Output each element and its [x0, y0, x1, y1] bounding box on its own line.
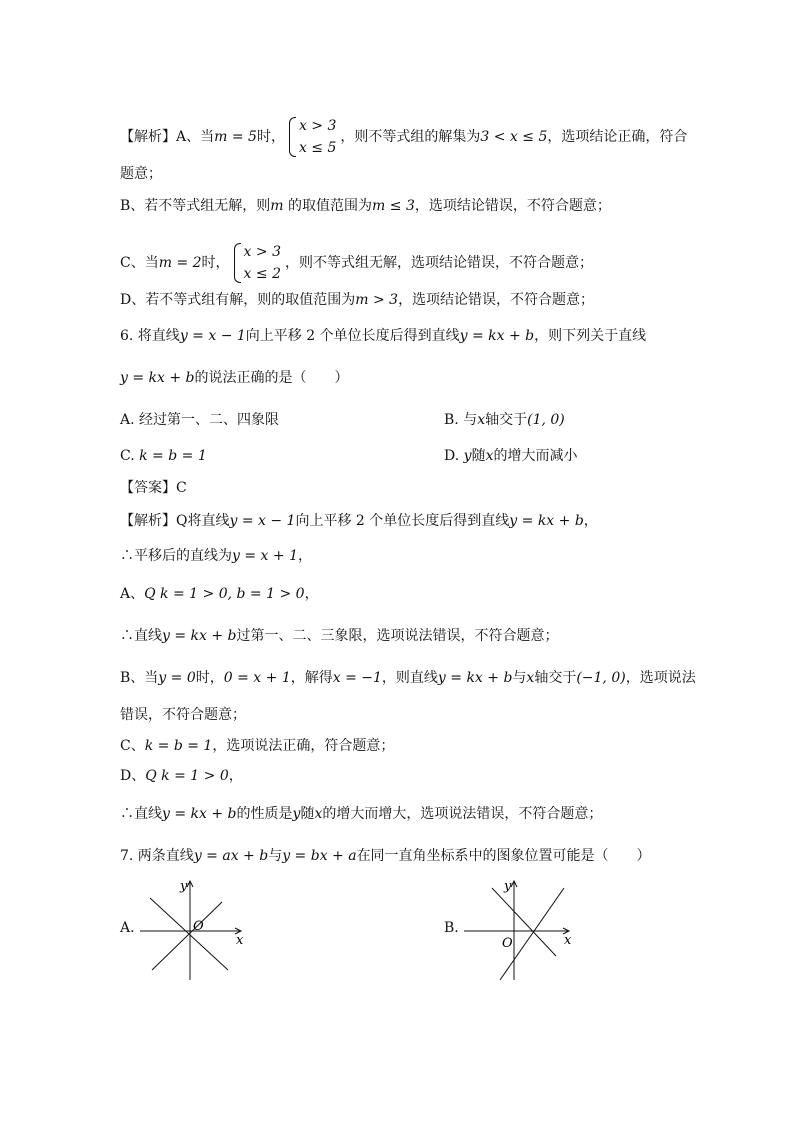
text: A.	[120, 920, 135, 936]
text: 与	[268, 848, 283, 864]
math: y = kx + b	[459, 328, 535, 344]
text: 时，	[256, 129, 285, 145]
text: 随	[471, 448, 486, 464]
origin-label: O	[193, 919, 204, 934]
answer: 【答案】C	[120, 480, 187, 496]
math: m	[270, 198, 284, 214]
text: ∴平移后的直线为	[120, 548, 232, 564]
text: 错误，不符合题意；	[120, 707, 246, 723]
math: x = −1	[332, 670, 382, 686]
math: y = x − 1	[229, 513, 296, 529]
text: 的说法正确的是（ ）	[194, 370, 349, 386]
origin-label: O	[502, 936, 513, 951]
text: ，选项结论错误，不符合题意；	[414, 198, 611, 214]
math: y = kx + b	[162, 628, 237, 644]
x-label: x	[564, 933, 572, 948]
text: ，	[228, 768, 243, 784]
q6-stem-cont	[120, 368, 349, 388]
analysis-a-cont	[120, 164, 162, 184]
text: ，则下列关于直线	[534, 328, 647, 344]
text: C、当	[120, 255, 159, 271]
text: 在同一直角坐标系中的图象位置可能是（ ）	[356, 848, 651, 864]
text: ，选项说法	[625, 670, 696, 686]
fig-b-label	[444, 918, 459, 938]
text: ，选项说法正确，符合题意；	[212, 738, 395, 754]
math: y = 0	[158, 670, 196, 686]
figure-a	[140, 876, 260, 986]
text: 过第一、二、三象限，选项说法错误，不符合题意；	[236, 628, 559, 644]
text: 题意；	[120, 166, 162, 182]
analysis-a-line	[120, 115, 687, 159]
text: 的取值范围为	[283, 198, 373, 214]
text: 轴交于	[485, 412, 528, 428]
math: y	[463, 448, 472, 464]
text: D、若不等式组有解，则的取值范围为	[120, 292, 356, 308]
text: 时，	[195, 670, 224, 686]
because-symbol: Q	[176, 513, 188, 529]
fig-a-label	[120, 918, 135, 938]
solution-line-6	[120, 705, 246, 725]
math: x	[485, 448, 494, 464]
text: ，	[304, 586, 319, 602]
text: 7. 两条直线	[120, 848, 194, 864]
y-label: y	[180, 879, 188, 894]
text: B. 与	[444, 412, 478, 428]
text: 将直线	[187, 513, 230, 529]
solution-line-5	[120, 668, 696, 688]
analysis-b-line	[120, 196, 611, 216]
option-d	[444, 446, 577, 466]
text: D、	[120, 768, 146, 784]
analysis-c-line	[120, 241, 593, 285]
solution-line-7	[120, 736, 394, 756]
y-label: y	[504, 879, 512, 894]
text: B、若不等式组无解，则	[120, 198, 271, 214]
text: 与	[512, 670, 527, 686]
solution-line-3	[120, 584, 319, 604]
line-2	[152, 902, 222, 970]
math: x	[526, 670, 535, 686]
text: ，则直线	[381, 670, 438, 686]
solution-line-1	[120, 511, 598, 531]
math: 3 < x ≤ 5	[480, 129, 548, 145]
math: m = 5	[214, 129, 257, 145]
solution-line-9	[120, 804, 602, 824]
text: A、当	[176, 129, 215, 145]
math: m = 2	[158, 255, 202, 271]
math: x	[314, 806, 323, 822]
q6-options-row1	[120, 410, 279, 430]
math: x ≤ 2	[243, 266, 281, 282]
text: ，选项结论正确，符合	[547, 129, 688, 145]
solution-line-4	[120, 626, 559, 646]
math: k = b = 1	[139, 448, 207, 464]
math: y = ax + b	[193, 848, 269, 864]
math: x	[477, 412, 486, 428]
math: k = b = 1	[144, 738, 213, 754]
math: y = kx + b	[162, 806, 237, 822]
text: ，	[583, 513, 598, 529]
inequality-system	[289, 115, 336, 159]
math: x > 3	[298, 118, 337, 134]
math: (−1, 0)	[576, 670, 626, 686]
math: y = x + 1	[232, 548, 298, 564]
q7-stem	[120, 846, 651, 866]
math: y	[292, 806, 301, 822]
math: y = kx + b	[509, 513, 584, 529]
text: ，	[297, 548, 312, 564]
text: 的增大而减小	[493, 448, 578, 464]
math: Q k = 1 > 0	[145, 768, 229, 784]
solution-line-8	[120, 766, 243, 786]
text: ，解得	[290, 670, 333, 686]
math: y = bx + a	[282, 848, 357, 864]
analysis-tag: 【解析】	[120, 129, 176, 145]
option-b	[444, 410, 565, 430]
text: A、	[120, 586, 145, 602]
text: C.	[120, 448, 140, 464]
math: Q k = 1 > 0, b = 1 > 0	[144, 586, 305, 602]
analysis-d-line	[120, 290, 594, 310]
text: B.	[444, 920, 459, 936]
text: C、	[120, 738, 145, 754]
math: (1, 0)	[527, 412, 565, 428]
inequality-system	[234, 241, 281, 285]
text: 随	[300, 806, 315, 822]
text: 的增大而增大，选项说法错误，不符合题意；	[322, 806, 603, 822]
text: 向上平移 2 个单位长度后得到直线	[245, 328, 460, 344]
text: ∴直线	[120, 806, 162, 822]
text: ，选项结论错误，不符合题意；	[398, 292, 595, 308]
text: 【解析】	[120, 513, 176, 529]
text: ，则不等式组无解，选项结论错误，不符合题意；	[284, 255, 593, 271]
text: ∴直线	[120, 628, 162, 644]
math: y = kx + b	[437, 670, 513, 686]
math: x > 3	[243, 244, 281, 260]
text: D.	[444, 448, 464, 464]
text: 轴交于	[534, 670, 577, 686]
text: 的性质是	[236, 806, 293, 822]
figure-b	[464, 876, 584, 986]
math: x ≤ 5	[298, 140, 337, 156]
text: 时，	[201, 255, 230, 271]
math: y = kx + b	[120, 370, 195, 386]
math: 0 = x + 1	[223, 670, 291, 686]
q6-stem	[120, 326, 646, 346]
text: 向上平移 2 个单位长度后得到直线	[295, 513, 510, 529]
text: B、当	[120, 670, 159, 686]
text: ，则不等式组的解集为	[340, 129, 481, 145]
text: 6. 将直线	[120, 328, 180, 344]
math: m > 3	[355, 292, 399, 308]
solution-line-2	[120, 546, 312, 566]
math: y = x − 1	[179, 328, 246, 344]
x-label: x	[236, 933, 244, 948]
answer-line	[120, 478, 187, 498]
option-a: A. 经过第一、二、四象限	[120, 412, 280, 428]
math: m ≤ 3	[372, 198, 415, 214]
line-2	[500, 888, 564, 980]
option-c	[120, 446, 207, 466]
